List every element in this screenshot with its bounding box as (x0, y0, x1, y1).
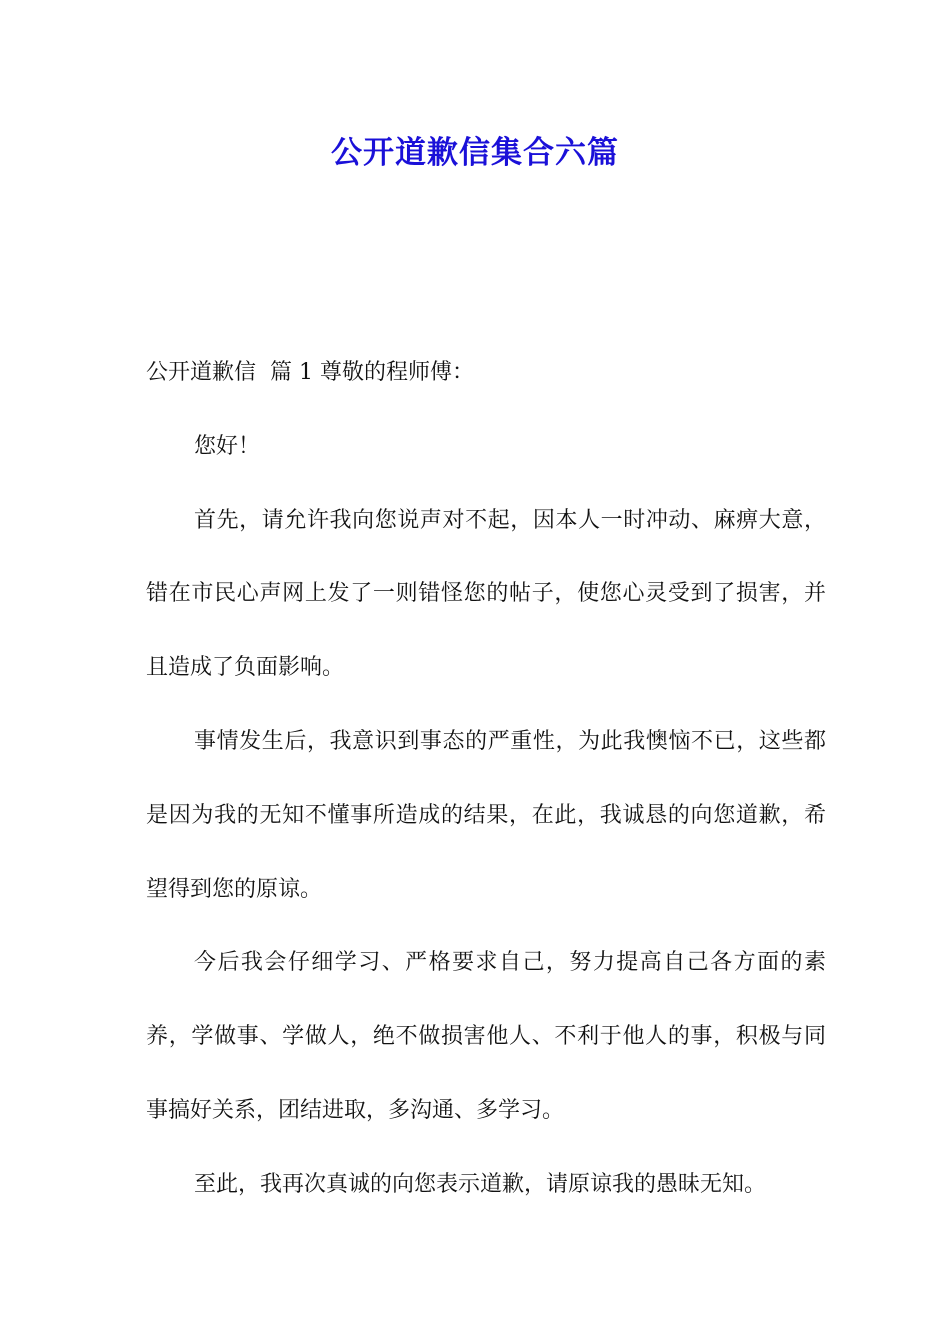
paragraph-reflection: 事情发生后，我意识到事态的严重性，为此我懊恼不已，这些都是因为我的无知不懂事所造成的结果，在此，我诚恳的向您道歉，希望得到您的原谅。 (146, 728, 826, 902)
paragraph-salutation: 公开道歉信 篇 1 尊敬的程师傅： (146, 360, 474, 385)
document-title: 公开道歉信集合六篇 (331, 135, 619, 171)
paragraph-closing: 至此，我再次真诚的向您表示道歉，请原谅我的愚昧无知。 (194, 1171, 767, 1197)
paragraph-greeting: 您好！ (194, 433, 261, 459)
paragraph-apology: 首先，请允许我向您说声对不起，因本人一时冲动、麻痹大意，错在市民心声网上发了一则错怪您的帖子，使您心灵受到了损害，并且造成了负面影响。 (146, 507, 826, 681)
paragraph-commitment: 今后我会仔细学习、严格要求自己，努力提高自己各方面的素养，学做事、学做人，绝不做损害他人、不利于他人的事，积极与同事搞好关系，团结进取，多沟通、多学习。 (146, 950, 826, 1123)
document-body (146, 336, 826, 1222)
